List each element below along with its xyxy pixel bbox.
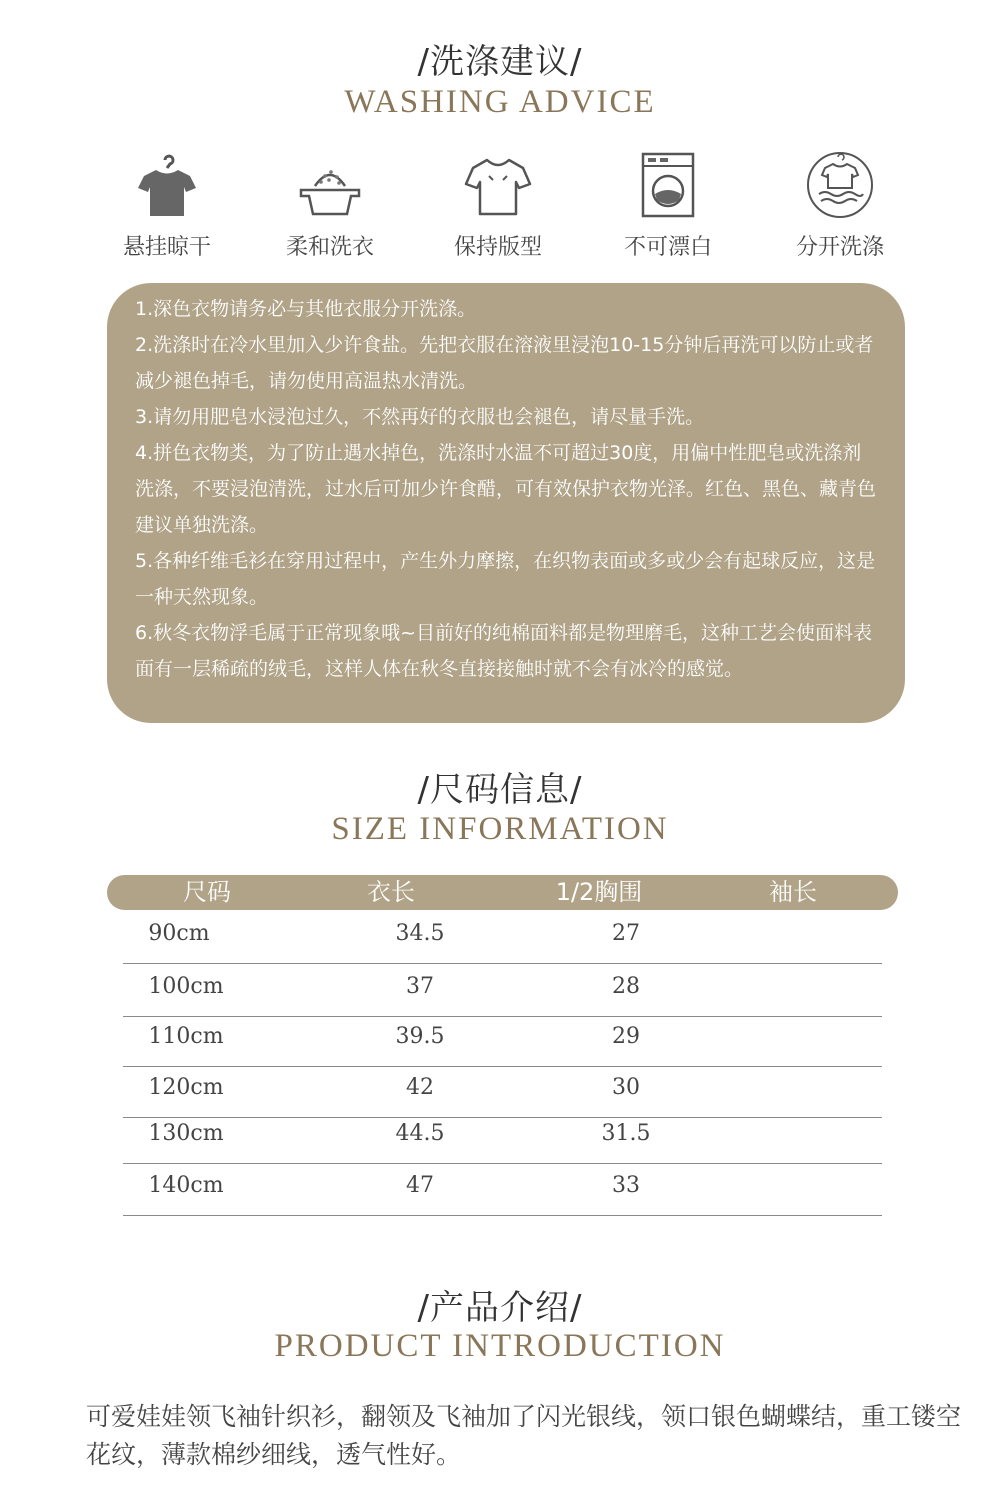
cell-length: 39.5	[395, 1024, 445, 1049]
cell-half-chest: 29	[612, 1024, 640, 1049]
table-row	[123, 1113, 882, 1164]
shirt-water-icon	[805, 150, 875, 220]
care-label: 分开洗涤	[795, 235, 884, 260]
cell-length: 42	[406, 1075, 434, 1100]
size-table-header	[107, 875, 898, 910]
size-title-cn: /尺码信息/	[417, 770, 583, 810]
washing-note-6: 6.秋冬衣物浮毛属于正常现象哦~目前好的纯棉面料都是物理磨毛，这种工艺会使面料表面有一层稀疏的绒毛，这样人体在秋冬直接接触时就不会有冰冷的感觉。	[135, 622, 873, 680]
cell-size: 140cm	[148, 1173, 224, 1198]
product-title-cn: /产品介绍/	[417, 1288, 583, 1328]
cell-half-chest: 31.5	[601, 1121, 651, 1146]
cell-size: 90cm	[148, 921, 210, 946]
care-label: 柔和洗衣	[285, 235, 374, 260]
washing-note-1: 1.深色衣物请务必与其他衣服分开洗涤。	[135, 298, 477, 320]
header-size: 尺码	[183, 878, 231, 906]
cell-size: 130cm	[148, 1121, 224, 1146]
product-description: 可爱娃娃领飞袖针织衫，翻领及飞袖加了闪光银线，领口银色蝴蝶结，重工镂空花纹，薄款棉纱细线，透气性好。	[86, 1402, 962, 1469]
cell-size: 110cm	[148, 1024, 224, 1049]
table-row	[123, 1067, 882, 1118]
care-item-gentle-wash	[250, 150, 410, 261]
washing-machine-icon	[633, 150, 703, 220]
cell-length: 47	[406, 1173, 434, 1198]
care-label: 悬挂晾干	[122, 235, 211, 260]
detergent-scoop-icon	[295, 150, 365, 220]
cell-half-chest: 28	[612, 974, 640, 999]
cell-half-chest: 30	[612, 1075, 640, 1100]
care-label: 不可漂白	[623, 235, 712, 260]
size-table	[107, 875, 898, 1198]
product-title-en: PRODUCT INTRODUCTION	[274, 1328, 726, 1364]
cell-length: 44.5	[395, 1121, 445, 1146]
washing-title-en: WASHING ADVICE	[344, 84, 656, 120]
washing-title-cn: /洗涤建议/	[417, 42, 583, 82]
care-item-hang-dry	[87, 150, 247, 261]
care-item-wash-separately	[760, 150, 920, 261]
cell-length: 34.5	[395, 921, 445, 946]
care-item-no-bleach	[588, 150, 748, 261]
care-label: 保持版型	[453, 235, 542, 260]
table-row	[123, 1016, 882, 1067]
header-length: 衣长	[367, 878, 415, 906]
care-item-keep-shape	[418, 150, 578, 261]
cell-half-chest: 33	[612, 1173, 640, 1198]
cell-length: 37	[406, 974, 434, 999]
table-row	[123, 966, 882, 1017]
washing-note-3: 3.请勿用肥皂水浸泡过久，不然再好的衣服也会褪色，请尽量手洗。	[135, 406, 705, 428]
header-sleeve: 袖长	[769, 878, 817, 906]
cell-size: 120cm	[148, 1075, 224, 1100]
cell-size: 100cm	[148, 974, 224, 999]
header-half-chest: 1/2胸围	[555, 878, 643, 906]
washing-note-4: 4.拼色衣物类，为了防止遇水掉色，洗涤时水温不可超过30度，用偏中性肥皂或洗涤剂洗涤，不要浸泡清洗，过水后可加少许食醋，可有效保护衣物光泽。红色、黑色、藏青色建议单独洗涤。	[135, 442, 877, 536]
washing-note-5: 5.各种纤维毛衫在穿用过程中，产生外力摩擦，在织物表面或多或少会有起球反应，这是一种天然现象。	[135, 550, 876, 608]
shirt-outline-icon	[463, 150, 533, 220]
washing-note-2: 2.洗涤时在冷水里加入少许食盐。先把衣服在溶液里浸泡10-15分钟后再洗可以防止或者减少褪色掉毛，请勿使用高温热水清洗。	[135, 334, 874, 392]
cell-half-chest: 27	[612, 921, 640, 946]
hanging-shirt-icon	[132, 150, 202, 220]
size-title-en: SIZE INFORMATION	[331, 811, 669, 847]
table-row	[123, 913, 882, 964]
table-row	[123, 1165, 882, 1216]
washing-notes-box	[107, 283, 905, 723]
care-icon-row	[0, 150, 1000, 270]
